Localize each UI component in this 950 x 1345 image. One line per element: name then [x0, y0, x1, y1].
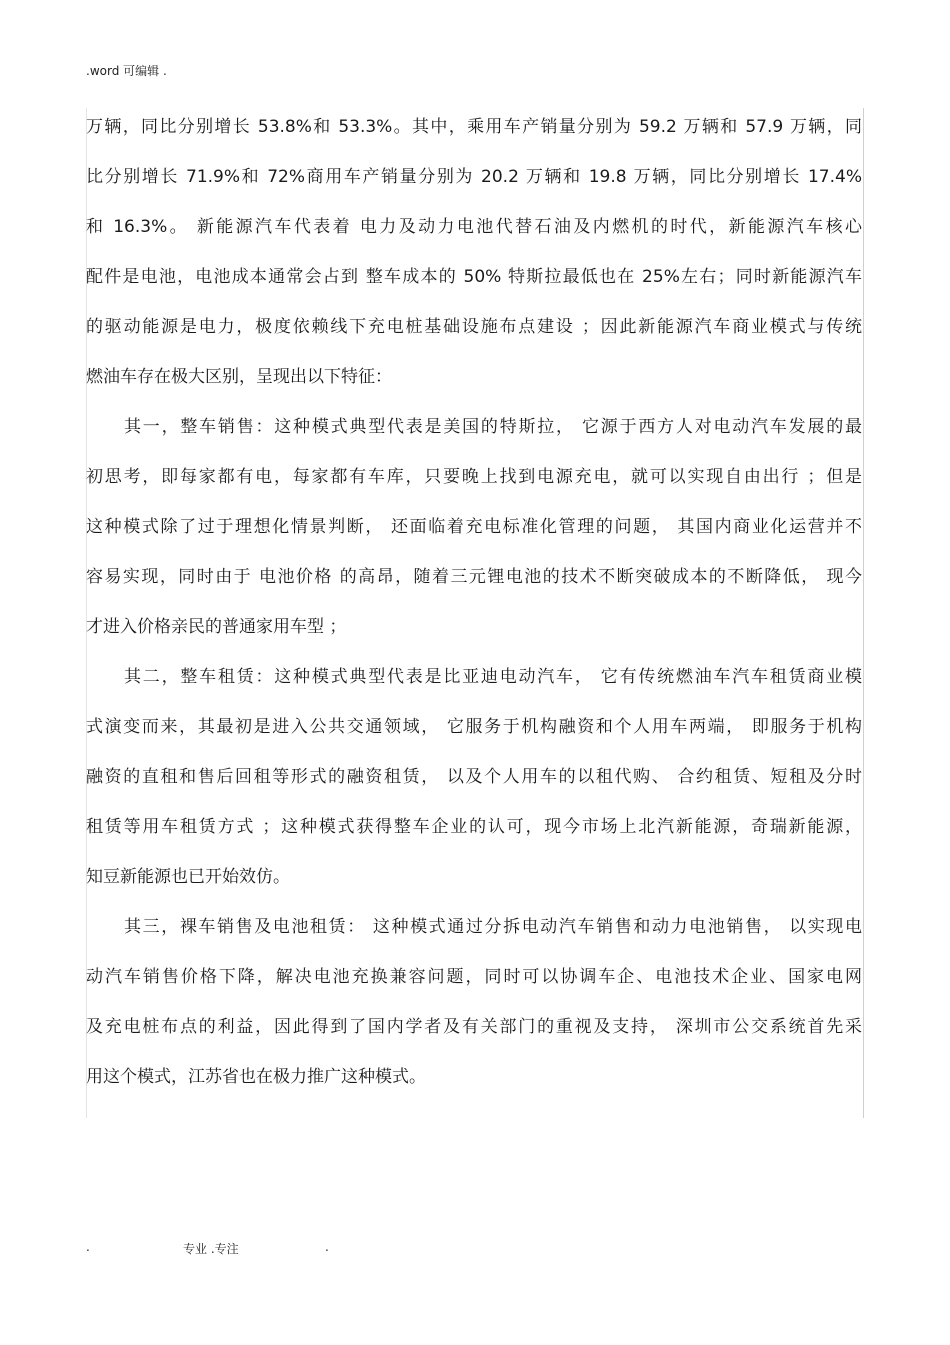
- paragraph-4-line-4: 用这个模式，江苏省也在极力推广这种模式。: [86, 1067, 426, 1087]
- paragraph-1-line-6: 燃油车存在极大区别，呈现出以下特征：: [86, 367, 392, 387]
- paragraph-4-line-2: 动汽车销售价格下降，解决电池充换兼容问题，同时可以协调车企、电池技术企业、国家电网: [86, 967, 862, 987]
- paragraph-1-line-2: 比分别增长 71.9%和 72%商用车产销量分别为 20.2 万辆和 19.8 万辆，同比分别增长 17.4%: [86, 167, 862, 187]
- paragraph-3-line-5: 知豆新能源也已开始效仿。: [86, 867, 290, 887]
- paragraph-2-line-5: 才进入价格亲民的普通家用车型 ；: [86, 617, 347, 637]
- paragraph-2-line-3: 这种模式除了过于理想化情景判断， 还面临着充电标准化管理的问题， 其国内商业化运营并不: [86, 517, 862, 537]
- paragraph-2-line-2: 初思考，即每家都有电，每家都有车库，只要晚上找到电源充电，就可以实现自由出行 ；但是: [86, 467, 862, 487]
- paragraph-1-line-4: 配件是电池，电池成本通常会占到 整车成本的 50% 特斯拉最低也在 25%左右；同时新能源汽车: [86, 267, 862, 287]
- footer-left-dot: .: [86, 1240, 90, 1254]
- paragraph-3-line-4: 租赁等用车租赁方式 ；这种模式获得整车企业的认可，现今市场上北汽新能源，奇瑞新能源，: [86, 817, 862, 837]
- footer-label: 专业 .专注: [183, 1242, 239, 1256]
- footer-right-dot: .: [325, 1240, 329, 1254]
- document-body: [86, 108, 862, 1108]
- paragraph-2-line-1: 其一，整车销售：这种模式典型代表是美国的特斯拉， 它源于西方人对电动汽车发展的最: [124, 417, 862, 437]
- paragraph-4-line-1: 其三，裸车销售及电池租赁： 这种模式通过分拆电动汽车销售和动力电池销售， 以实现电: [124, 917, 862, 937]
- paragraph-1-line-1: 万辆，同比分别增长 53.8%和 53.3%。其中，乘用车产销量分别为 59.2 万辆和 57.9 万辆，同: [86, 117, 862, 137]
- paragraph-1-line-3: 和 16.3%。 新能源汽车代表着 电力及动力电池代替石油及内燃机的时代，新能源汽车核心: [86, 217, 862, 237]
- paragraph-4-line-3: 及充电桩布点的利益，因此得到了国内学者及有关部门的重视及支持， 深圳市公交系统首先采: [86, 1017, 862, 1037]
- paragraph-3-line-3: 融资的直租和售后回租等形式的融资租赁， 以及个人用车的以租代购、 合约租赁、短租及分时: [86, 767, 862, 787]
- paragraph-3-line-2: 式演变而来，其最初是进入公共交通领域， 它服务于机构融资和个人用车两端， 即服务于机构: [86, 717, 862, 737]
- paragraph-2-line-4: 容易实现，同时由于 电池价格 的高昂，随着三元锂电池的技术不断突破成本的不断降低， 现今: [86, 567, 862, 587]
- paragraph-3-line-1: 其二，整车租赁：这种模式典型代表是比亚迪电动汽车， 它有传统燃油车汽车租赁商业模: [124, 667, 862, 687]
- paragraph-1-line-5: 的驱动能源是电力，极度依赖线下充电桩基础设施布点建设 ；因此新能源汽车商业模式与传统: [86, 317, 862, 337]
- document-header: .word 可编辑 .: [86, 64, 167, 78]
